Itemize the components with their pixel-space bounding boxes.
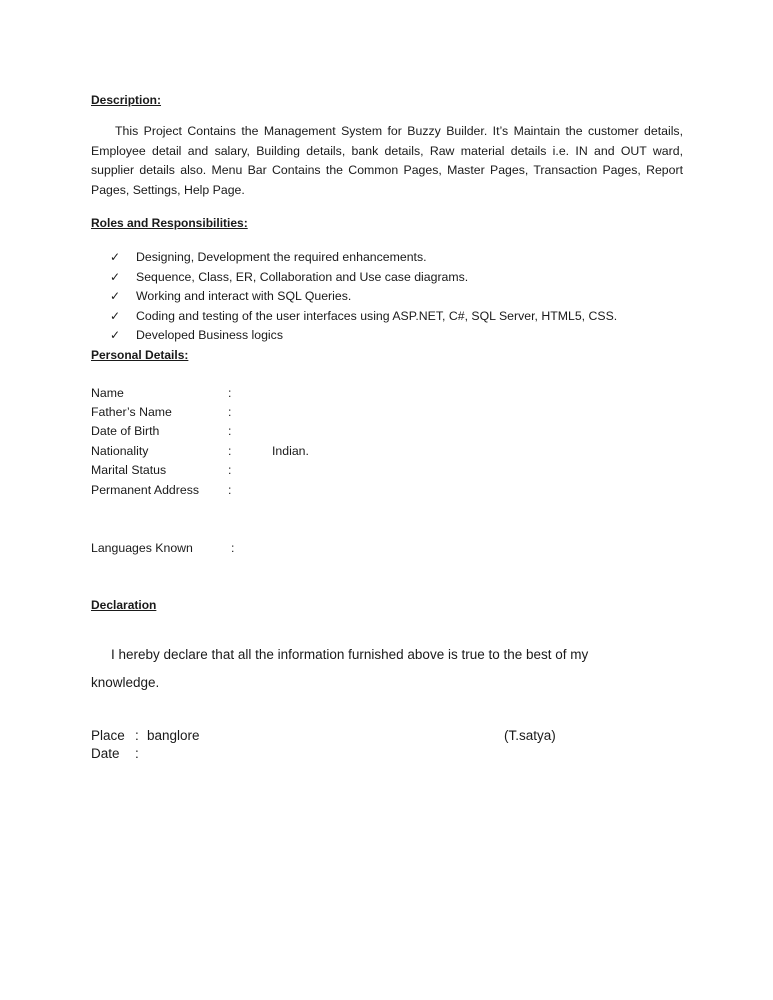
roles-heading: Roles and Responsibilities: — [91, 216, 248, 230]
role-text: Developed Business logics — [136, 328, 283, 342]
field-separator: : — [231, 541, 235, 555]
role-text: Working and interact with SQL Queries. — [136, 289, 352, 303]
field-separator: : — [228, 424, 232, 438]
role-text: Coding and testing of the user interfaces using ASP.NET, C#, SQL Server, HTML5, CSS. — [136, 308, 618, 323]
role-text: Sequence, Class, ER, Collaboration and Use case diagrams. — [136, 269, 469, 284]
field-separator: : — [228, 444, 232, 458]
role-text: Designing, Development the required enhancements. — [136, 250, 427, 264]
check-icon: ✓ — [110, 308, 121, 323]
date-separator: : — [135, 746, 139, 761]
description-text — [91, 122, 683, 200]
place-separator: : — [135, 728, 139, 743]
field-label: Nationality — [91, 444, 149, 458]
field-separator: : — [228, 483, 232, 497]
field-label: Date of Birth — [91, 424, 160, 438]
field-label: Father’s Name — [91, 405, 172, 419]
list-item — [110, 326, 617, 346]
field-label: Name — [91, 386, 124, 400]
personal-details-heading: Personal Details: — [91, 348, 189, 362]
field-separator: : — [228, 386, 232, 400]
declaration-heading: Declaration — [91, 598, 157, 612]
field-separator: : — [228, 405, 232, 419]
description-paragraph: This Project Contains the Management System for Buzzy Builder. It’s Maintain the customer details, Employee detail and salary, Building details, bank details, Raw material details i.e. IN and OUT ward, supplier details also. Menu Bar Contains the Common Pages, Master Pages, Transaction Pages, Report Pages, Settings, Help Page. — [91, 124, 683, 197]
list-item — [110, 268, 617, 288]
description-heading: Description: — [91, 93, 162, 107]
check-icon: ✓ — [110, 328, 121, 342]
place-value: banglore — [147, 728, 200, 743]
field-label: Languages Known — [91, 541, 193, 555]
date-label: Date — [91, 746, 120, 761]
signature-name: (T.satya) — [504, 728, 556, 743]
declaration-paragraph: I hereby declare that all the information furnished above is true to the best of my knowledge. — [91, 647, 589, 690]
list-item — [110, 248, 617, 268]
field-value: Indian. — [272, 444, 309, 458]
field-label: Permanent Address — [91, 483, 199, 497]
check-icon: ✓ — [110, 250, 121, 264]
check-icon: ✓ — [110, 289, 121, 303]
roles-list — [110, 248, 617, 346]
field-separator: : — [228, 463, 232, 477]
check-icon: ✓ — [110, 269, 121, 284]
place-label: Place — [91, 728, 125, 743]
list-item — [110, 307, 617, 327]
field-label: Marital Status — [91, 463, 167, 477]
list-item — [110, 287, 617, 307]
declaration-text — [91, 641, 631, 697]
